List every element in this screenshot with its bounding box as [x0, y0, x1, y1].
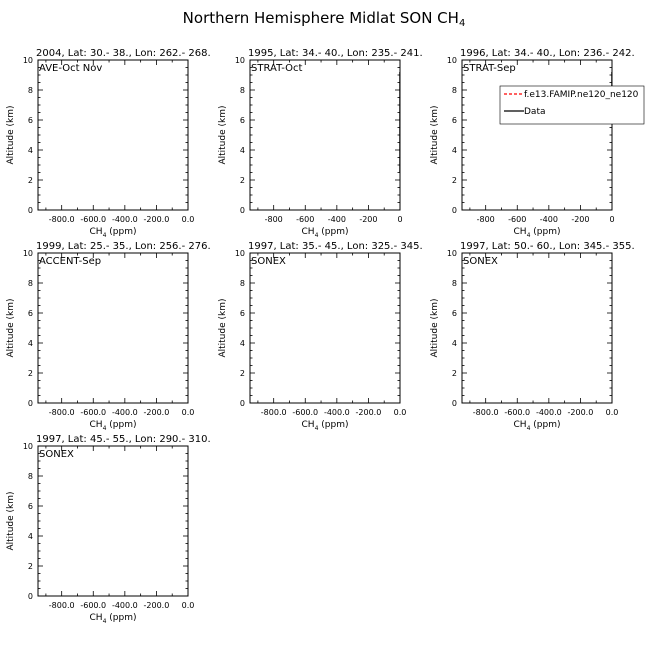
chart-panels [6, 48, 644, 625]
x-axis-label-unit: (ppm) [106, 420, 137, 430]
x-tick-label: -400 [539, 215, 558, 224]
y-tick-label: 10 [234, 56, 245, 65]
figure-title-subscript: 4 [458, 18, 466, 29]
x-axis-label-main: CH [89, 227, 103, 237]
plot-frame [462, 60, 612, 210]
x-axis-label [90, 420, 137, 432]
y-tick-label: 2 [27, 369, 33, 378]
x-tick-label: -400.0 [535, 408, 562, 417]
y-tick-label: 4 [451, 339, 457, 348]
x-tick-label: -200.0 [567, 408, 594, 417]
y-tick-label: 2 [451, 369, 457, 378]
x-tick-label: 0.0 [181, 215, 195, 224]
x-tick-label: -200.0 [355, 408, 382, 417]
y-tick-label: 10 [22, 442, 33, 451]
x-tick-label: 0.0 [181, 408, 195, 417]
x-tick-label: -800 [476, 215, 495, 224]
x-tick-label: -200.0 [143, 601, 170, 610]
x-tick-label: -200.0 [143, 215, 170, 224]
panel-header: 1999, Lat: 25.- 35., Lon: 256.- 276. [36, 241, 211, 252]
y-tick-label: 10 [446, 249, 457, 258]
chart-panel-1 [6, 48, 211, 239]
campaign-label: STRAT-Oct [251, 63, 303, 74]
x-axis-label [514, 420, 561, 432]
y-tick-label: 2 [27, 176, 33, 185]
x-axis-label-unit: (ppm) [318, 227, 349, 237]
panel-header: 1997, Lat: 35.- 45., Lon: 325.- 345. [248, 241, 423, 252]
x-tick-label: 0.0 [393, 408, 407, 417]
x-tick-label: 0 [397, 215, 403, 224]
legend-entry-label: Data [524, 107, 546, 117]
campaign-label: AVE-Oct Nov [39, 63, 103, 74]
x-tick-label: -600.0 [504, 408, 531, 417]
x-axis-label-unit: (ppm) [530, 227, 561, 237]
x-tick-label: -600.0 [80, 215, 107, 224]
x-tick-label: -400.0 [111, 601, 138, 610]
x-tick-label: -800.0 [48, 215, 75, 224]
x-axis-label-subscript: 4 [314, 232, 319, 239]
x-axis-label-unit: (ppm) [318, 420, 349, 430]
x-axis-label-main: CH [301, 420, 315, 430]
legend [500, 86, 644, 124]
y-tick-label: 10 [446, 56, 457, 65]
x-tick-label: 0.0 [181, 601, 195, 610]
panel-header: 1995, Lat: 34.- 40., Lon: 235.- 241. [248, 48, 423, 59]
y-tick-label: 10 [22, 249, 33, 258]
y-tick-label: 2 [451, 176, 457, 185]
x-tick-label: -200 [571, 215, 590, 224]
x-axis-label [302, 227, 349, 239]
x-axis-label-unit: (ppm) [106, 613, 137, 623]
y-tick-label: 6 [451, 116, 457, 125]
x-tick-label: -800.0 [48, 601, 75, 610]
x-tick-label: -400.0 [111, 408, 138, 417]
x-tick-label: -400 [327, 215, 346, 224]
y-axis-label: Altitude (km) [430, 298, 440, 358]
y-tick-label: 6 [27, 309, 33, 318]
x-tick-label: -600 [296, 215, 315, 224]
plot-frame [38, 60, 188, 210]
x-axis-label-subscript: 4 [102, 425, 107, 432]
chart-panel-6 [430, 241, 635, 432]
x-tick-label: -600.0 [292, 408, 319, 417]
y-axis-label: Altitude (km) [6, 491, 16, 551]
plot-frame [38, 253, 188, 403]
y-tick-label: 0 [239, 206, 245, 215]
y-tick-label: 6 [239, 116, 245, 125]
x-tick-label: -600 [508, 215, 527, 224]
panel-header: 2004, Lat: 30.- 38., Lon: 262.- 268. [36, 48, 211, 59]
x-axis-label-unit: (ppm) [530, 420, 561, 430]
y-tick-label: 8 [451, 279, 457, 288]
y-tick-label: 0 [27, 592, 33, 601]
x-axis-label-subscript: 4 [314, 425, 319, 432]
y-tick-label: 6 [451, 309, 457, 318]
x-axis-label [302, 420, 349, 432]
y-tick-label: 6 [27, 502, 33, 511]
plot-frame [38, 446, 188, 596]
y-tick-label: 8 [27, 472, 33, 481]
x-tick-label: -800.0 [260, 408, 287, 417]
y-axis-label: Altitude (km) [6, 105, 16, 165]
x-axis-label-unit: (ppm) [106, 227, 137, 237]
y-tick-label: 0 [27, 206, 33, 215]
x-tick-label: -800.0 [472, 408, 499, 417]
y-tick-label: 4 [27, 339, 33, 348]
y-tick-label: 4 [451, 146, 457, 155]
campaign-label: SONEX [463, 256, 498, 267]
x-axis-label [90, 613, 137, 625]
chart-panel-5 [218, 241, 423, 432]
x-tick-label: -600.0 [80, 408, 107, 417]
campaign-label: SONEX [39, 449, 74, 460]
x-axis-label-main: CH [301, 227, 315, 237]
y-tick-label: 4 [239, 339, 245, 348]
x-tick-label: -400.0 [323, 408, 350, 417]
x-axis-label-main: CH [513, 227, 527, 237]
chart-panel-3 [430, 48, 644, 239]
y-tick-label: 2 [239, 369, 245, 378]
x-tick-label: -800 [264, 215, 283, 224]
plot-frame [250, 60, 400, 210]
y-tick-label: 4 [27, 146, 33, 155]
campaign-label: STRAT-Sep [463, 63, 516, 74]
y-tick-label: 8 [27, 279, 33, 288]
x-axis-label-subscript: 4 [102, 618, 107, 625]
y-axis-label: Altitude (km) [218, 105, 228, 165]
x-axis-label [514, 227, 561, 239]
chart-panel-2 [218, 48, 423, 239]
x-axis-label-subscript: 4 [526, 425, 531, 432]
legend-entry-label: f.e13.FAMIP.ne120_ne120 [524, 90, 639, 100]
x-axis-label-main: CH [513, 420, 527, 430]
x-tick-label: -400.0 [111, 215, 138, 224]
y-tick-label: 0 [239, 399, 245, 408]
y-tick-label: 4 [239, 146, 245, 155]
y-tick-label: 10 [234, 249, 245, 258]
x-tick-label: 0.0 [605, 408, 619, 417]
y-tick-label: 8 [27, 86, 33, 95]
panel-header: 1997, Lat: 50.- 60., Lon: 345.- 355. [460, 241, 635, 252]
x-tick-label: -600.0 [80, 601, 107, 610]
chart-panel-4 [6, 241, 211, 432]
x-tick-label: 0 [609, 215, 615, 224]
panel-header: 1996, Lat: 34.- 40., Lon: 236.- 242. [460, 48, 635, 59]
campaign-label: SONEX [251, 256, 286, 267]
x-tick-label: -200.0 [143, 408, 170, 417]
y-tick-label: 2 [27, 562, 33, 571]
x-axis-label-subscript: 4 [526, 232, 531, 239]
x-tick-label: -800.0 [48, 408, 75, 417]
plot-frame [250, 253, 400, 403]
y-tick-label: 8 [451, 86, 457, 95]
chart-panel-7 [6, 434, 211, 625]
x-axis-label-subscript: 4 [102, 232, 107, 239]
y-axis-label: Altitude (km) [430, 105, 440, 165]
x-axis-label-main: CH [89, 613, 103, 623]
x-axis-label-main: CH [89, 420, 103, 430]
campaign-label: ACCENT-Sep [39, 256, 102, 267]
plot-frame [462, 253, 612, 403]
figure-title [183, 9, 466, 29]
y-tick-label: 10 [22, 56, 33, 65]
figure-title-main: Northern Hemisphere Midlat SON CH [182, 9, 459, 27]
y-tick-label: 0 [451, 399, 457, 408]
y-tick-label: 0 [27, 399, 33, 408]
y-tick-label: 6 [239, 309, 245, 318]
x-axis-label [90, 227, 137, 239]
y-axis-label: Altitude (km) [218, 298, 228, 358]
x-tick-label: -200 [359, 215, 378, 224]
y-axis-label: Altitude (km) [6, 298, 16, 358]
y-tick-label: 0 [451, 206, 457, 215]
y-tick-label: 4 [27, 532, 33, 541]
panel-header: 1997, Lat: 45.- 55., Lon: 290.- 310. [36, 434, 211, 445]
y-tick-label: 6 [27, 116, 33, 125]
y-tick-label: 8 [239, 279, 245, 288]
y-tick-label: 8 [239, 86, 245, 95]
y-tick-label: 2 [239, 176, 245, 185]
